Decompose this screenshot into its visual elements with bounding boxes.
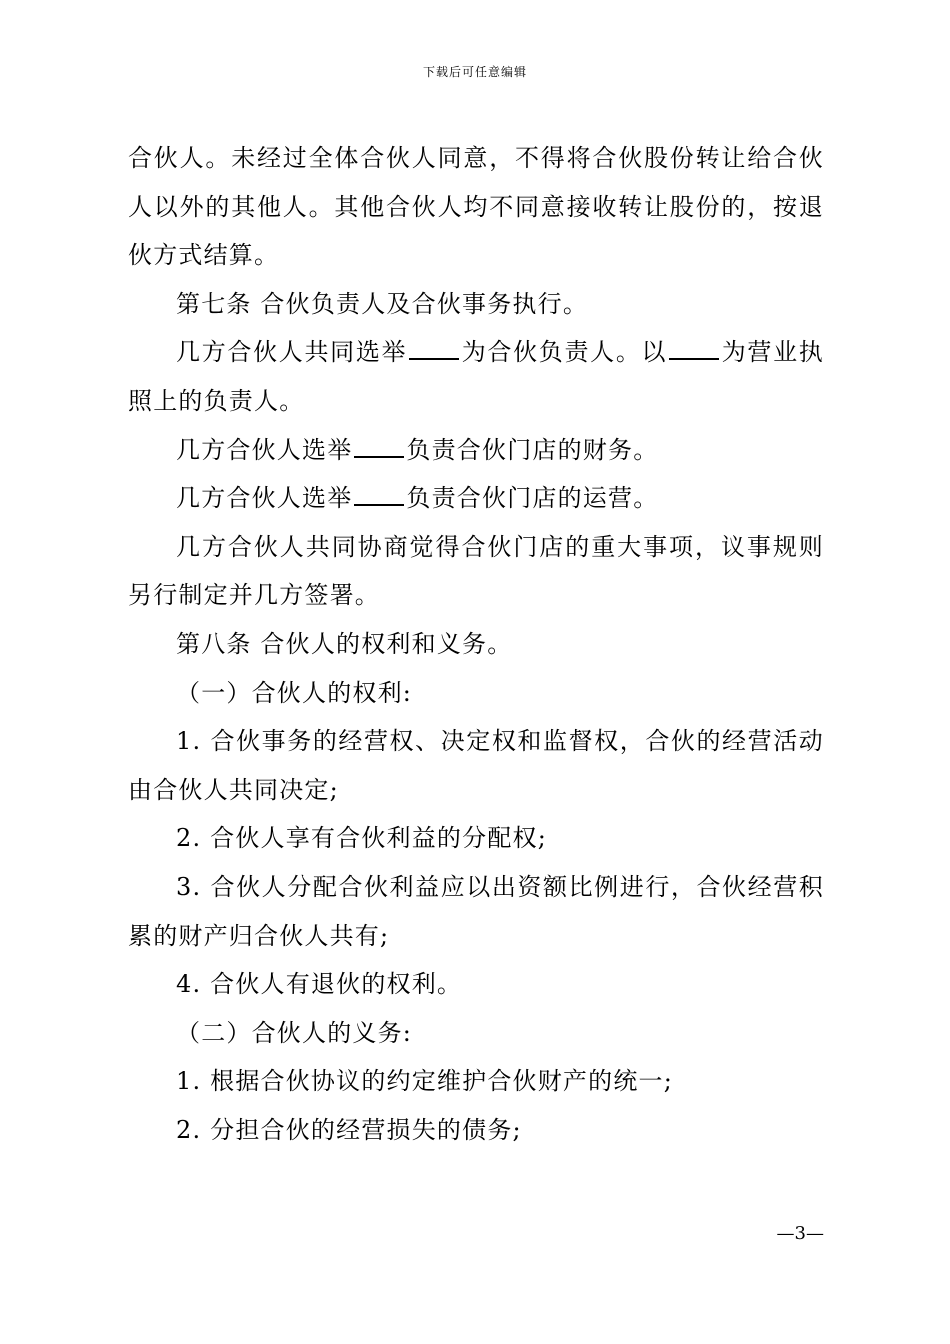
rights-item-2: 2. 合伙人享有合伙利益的分配权; <box>176 824 548 853</box>
section-obligations-heading: （二）合伙人的义务: <box>176 1018 413 1047</box>
fill-in-blank <box>669 340 719 360</box>
fill-in-blank <box>354 486 404 506</box>
text-segment: 几方合伙人选举 <box>176 435 353 464</box>
text-segment: 为合伙负责人。以 <box>461 338 668 367</box>
page-header: 下载后可任意编辑 <box>422 65 527 79</box>
text-segment: 几方合伙人共同选举 <box>176 338 408 367</box>
rights-item-1: 1. 合伙事务的经营权、决定权和监督权，合伙的经营活动由合伙人共同决定; <box>128 727 824 804</box>
paragraph-transfer-restriction: 合伙人。未经过全体合伙人同意，不得将合伙股份转让给合伙人以外的其他人。其他合伙人均不同意接收转让股份的，按退伙方式结算。 <box>128 144 824 270</box>
fill-in-blank <box>409 340 459 360</box>
fill-in-blank <box>354 438 404 458</box>
document-body <box>128 134 824 1154</box>
paragraph-major-matters: 几方合伙人共同协商觉得合伙门店的重大事项，议事规则另行制定并几方签署。 <box>128 532 824 610</box>
obligations-item-1: 1. 根据合伙协议的约定维护合伙财产的统一; <box>176 1067 674 1096</box>
section-rights-heading: （一）合伙人的权利: <box>176 678 413 707</box>
rights-item-4: 4. 合伙人有退伙的权利。 <box>176 970 463 999</box>
text-segment: 几方合伙人选举 <box>176 484 353 513</box>
paragraph-elect-leader <box>128 328 824 425</box>
article-7-heading: 第七条 合伙负责人及合伙事务执行。 <box>176 289 589 318</box>
text-segment: 负责合伙门店的财务。 <box>406 435 659 464</box>
article-8-heading: 第八条 合伙人的权利和义务。 <box>176 629 513 658</box>
obligations-item-2: 2. 分担合伙的经营损失的债务; <box>176 1115 522 1144</box>
paragraph-elect-operations <box>128 474 824 523</box>
text-segment: 负责合伙门店的运营。 <box>406 484 659 513</box>
paragraph-elect-finance <box>128 426 824 475</box>
page-number: —3— <box>776 1223 824 1244</box>
rights-item-3: 3. 合伙人分配合伙利益应以出资额比例进行，合伙经营积累的财产归合伙人共有; <box>128 872 824 950</box>
text-segment: 为营业执照上的负责人。 <box>128 338 824 415</box>
